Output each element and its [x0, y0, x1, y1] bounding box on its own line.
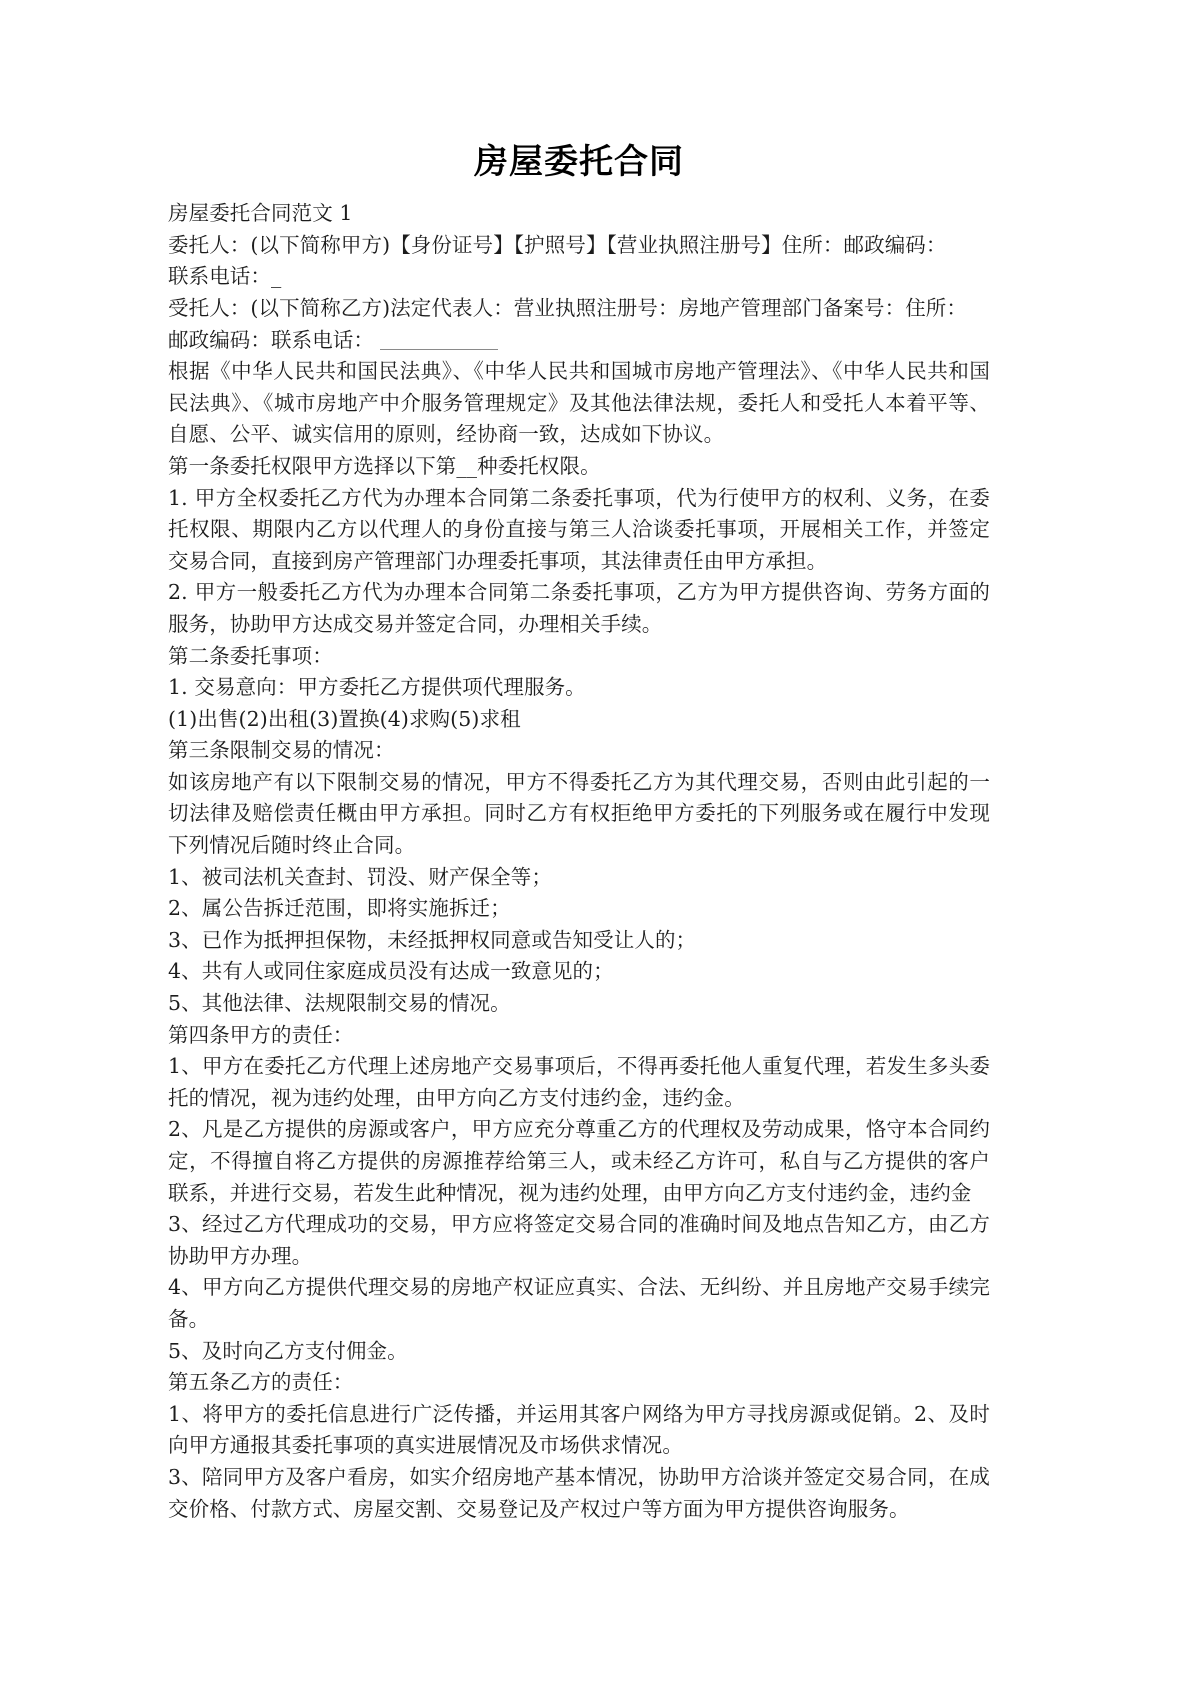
- paragraph-text: 2. 甲方一般委托乙方代为办理本合同第二条委托事项，乙方为甲方提供咨询、劳务方面的服务，协助甲方达成交易并签定合同，办理相关手续。: [168, 580, 990, 636]
- p-article4-item5: [168, 1336, 990, 1368]
- p-legal-basis: [168, 356, 990, 451]
- paragraph-text: 5、及时向乙方支付佣金。: [168, 1338, 408, 1363]
- p-article3-item1: [168, 862, 990, 894]
- paragraph-container: [168, 198, 990, 1525]
- paragraph-text: 3、陪同甲方及客户看房，如实介绍房地产基本情况，协助甲方洽谈并签定交易合同，在成交价格、付款方式、房屋交割、交易登记及产权过户等方面为甲方提供咨询服务。: [168, 1464, 990, 1521]
- paragraph-text: 5、其他法律、法规限制交易的情况。: [168, 991, 511, 1016]
- p-article1-title: [168, 451, 990, 483]
- paragraph-text: 房屋委托合同范文 1: [168, 201, 353, 226]
- p-article5-item3: [168, 1462, 990, 1525]
- p-entrustor: [168, 230, 990, 262]
- paragraph-text: 联系电话：_: [168, 264, 282, 289]
- paragraph-text: 委托人：(以下简称甲方)【身份证号】【护照号】【营业执照注册号】住所：邮政编码：: [168, 232, 947, 257]
- paragraph-text: 3、经过乙方代理成功的交易，甲方应将签定交易合同的准确时间及地点告知乙方，由乙方协助甲方办理。: [168, 1212, 990, 1268]
- p-trustee: [168, 293, 990, 325]
- paragraph-text: 第五条乙方的责任：: [168, 1370, 354, 1395]
- paragraph-text: 第三条限制交易的情况：: [168, 738, 395, 763]
- paragraph-text: 1、被司法机关查封、罚没、财产保全等；: [168, 864, 552, 889]
- p-article3-item2: [168, 893, 990, 925]
- paragraph-text: 第一条委托权限甲方选择以下第__种委托权限。: [168, 453, 601, 478]
- p-article4-item4: [168, 1272, 990, 1335]
- paragraph-text: 根据《中华人民共和国民法典》、《中华人民共和国城市房地产管理法》、《中华人民共和国民法典》、《城市房地产中介服务管理规定》及其他法律法规，委托人和受托人本着平等、自愿、公平、诚实信用的原则，经协商一致，达成如下协议。: [168, 359, 990, 447]
- p-article3-item3: [168, 925, 990, 957]
- p-article1-item2: [168, 577, 990, 640]
- paragraph-text: 3、已作为抵押担保物，未经抵押权同意或告知受让人的；: [168, 927, 697, 952]
- p-article4-item1: [168, 1051, 990, 1114]
- paragraph-text: 如该房地产有以下限制交易的情况，甲方不得委托乙方为其代理交易，否则由此引起的一切法律及赔偿责任概由甲方承担。同时乙方有权拒绝甲方委托的下列服务或在履行中发现下列情况后随时终止合同。: [168, 769, 990, 858]
- paragraph-text: 4、共有人或同住家庭成员没有达成一致意见的；: [168, 959, 614, 984]
- p-article5-title: [168, 1367, 990, 1399]
- document-body: [168, 140, 990, 1525]
- paragraph-text: 4、甲方向乙方提供代理交易的房地产权证应真实、合法、无纠纷、并且房地产交易手续完备。: [168, 1275, 990, 1331]
- p-article3-item5: [168, 988, 990, 1020]
- paragraph-text: (1)出售(2)出租(3)置换(4)求购(5)求租: [168, 706, 521, 731]
- paragraph-text: 邮政编码：联系电话：: [168, 327, 374, 352]
- p-article2-options: [168, 704, 990, 736]
- paragraph-text: 1. 交易意向：甲方委托乙方提供项代理服务。: [168, 675, 586, 700]
- p-article4-item2: [168, 1114, 990, 1209]
- p-article4-title: [168, 1020, 990, 1052]
- p-sample-label: [168, 198, 990, 230]
- p-article2-title: [168, 641, 990, 673]
- p-article3-item4: [168, 956, 990, 988]
- paragraph-text: 受托人：(以下简称乙方)法定代表人：营业执照注册号：房地产管理部门备案号：住所：: [168, 295, 967, 320]
- p-article1-item1: [168, 483, 990, 578]
- paragraph-text: 1、甲方在委托乙方代理上述房地产交易事项后，不得再委托他人重复代理，若发生多头委托的情况，视为违约处理，由甲方向乙方支付违约金，违约金。: [168, 1054, 990, 1110]
- p-trustee-postal-phone: [168, 325, 990, 357]
- p-entrustor-phone: [168, 261, 990, 293]
- page-title: 房屋委托合同: [474, 142, 684, 182]
- paragraph-text: 2、属公告拆迁范围，即将实施拆迁；: [168, 896, 511, 921]
- p-article2-item1: [168, 672, 990, 704]
- paragraph-text: 1、将甲方的委托信息进行广泛传播，并运用其客户网络为甲方寻找房源或促销。2、及时向甲方通报其委托事项的真实进展情况及市场供求情况。: [168, 1401, 990, 1458]
- paragraph-text: 第四条甲方的责任：: [168, 1022, 354, 1047]
- paragraph-text: 第二条委托事项：: [168, 643, 333, 668]
- p-article3-intro: [168, 767, 990, 862]
- paragraph-text: 1. 甲方全权委托乙方代为办理本合同第二条委托事项，代为行使甲方的权利、义务，在委托权限、期限内乙方以代理人的身份直接与第三人洽谈委托事项，开展相关工作，并签定交易合同，直接到房产管理部门办理委托事项，其法律责任由甲方承担。: [168, 485, 990, 573]
- p-article4-item3: [168, 1209, 990, 1272]
- paragraph-text: 2、凡是乙方提供的房源或客户，甲方应充分尊重乙方的代理权及劳动成果，恪守本合同约定，不得擅自将乙方提供的房源推荐给第三人，或未经乙方许可，私自与乙方提供的客户联系，并进行交易，若发生此种情况，视为违约处理，由甲方向乙方支付违约金，违约金: [168, 1117, 990, 1205]
- p-article3-title: [168, 735, 990, 767]
- fill-in-blank-rule: [380, 349, 498, 350]
- p-article5-item1: [168, 1399, 990, 1462]
